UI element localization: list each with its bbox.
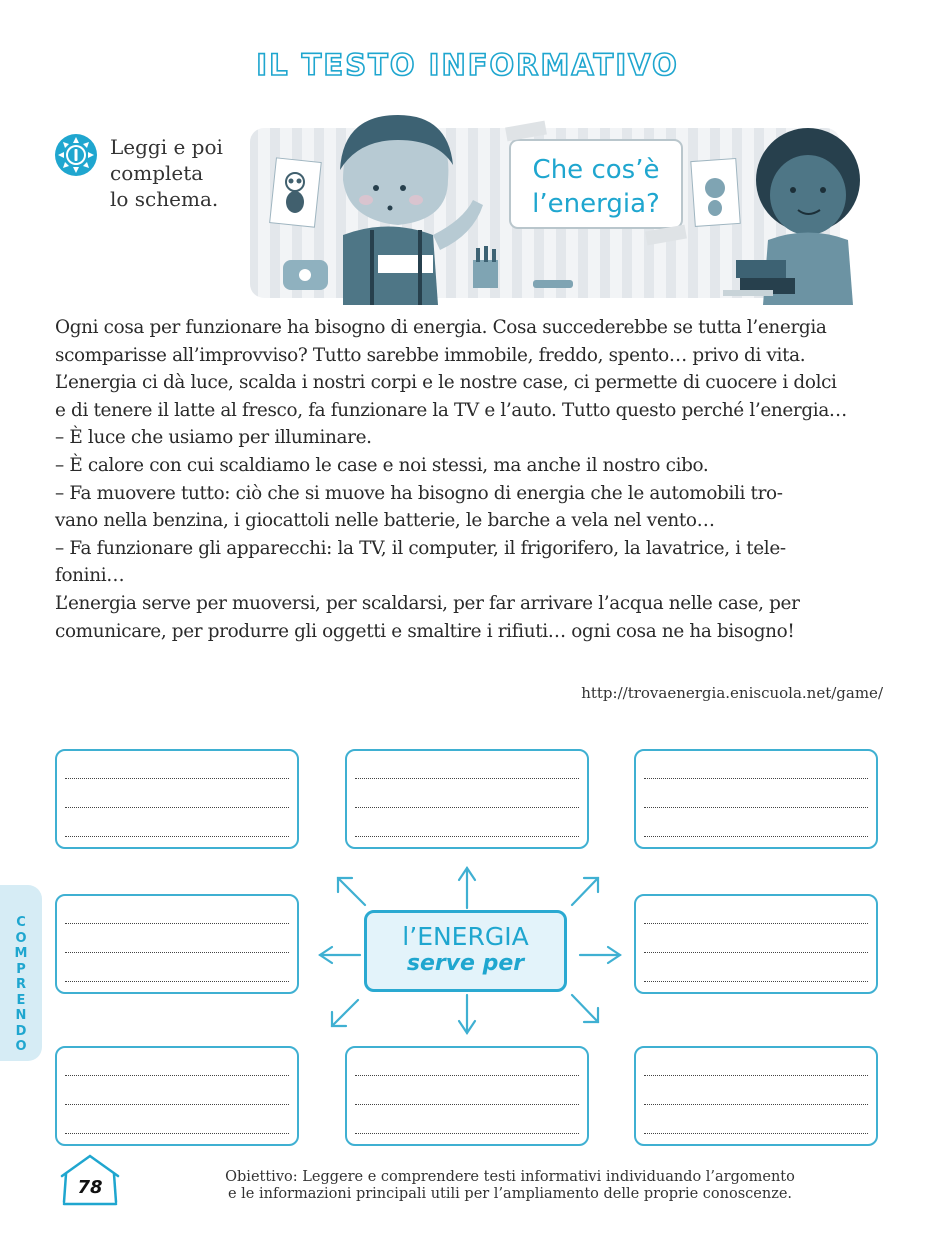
text-line: – È luce che usiamo per illuminare. [55,427,372,449]
text-line: – Fa muovere tutto: ciò che si muove ha bisogno di energia che le automobili tro- [55,482,783,504]
speech-bubble-line-2: l’energia? [532,189,660,219]
arrow-left-icon [320,947,360,963]
speech-bubble [505,121,687,246]
writing-line[interactable] [65,981,289,982]
writing-line[interactable] [644,923,868,924]
answer-box-middle-right[interactable] [634,894,878,994]
schema-center-box [364,910,567,992]
writing-line[interactable] [644,981,868,982]
panda-poster [270,158,322,227]
text-line: L’energia serve per muoversi, per scaldarsi, per far arrivare l’acqua nelle case, per [55,592,800,614]
writing-line[interactable] [644,778,868,779]
speech-bubble-line-1: Che cos’è [532,155,660,185]
text-line: scomparisse all’improvviso? Tutto sarebbe immobile, freddo, spento… privo di vita. [55,344,806,366]
writing-line[interactable] [65,807,289,808]
writing-line[interactable] [644,807,868,808]
arrow-right-icon [580,947,620,963]
arrow-down-left-icon [332,1000,358,1026]
writing-line[interactable] [65,923,289,924]
writing-line[interactable] [644,1133,868,1134]
page-title: IL TESTO INFORMATIVO [256,48,679,82]
writing-line[interactable] [65,1075,289,1076]
writing-line[interactable] [355,778,579,779]
center-title: l’ENERGIA [402,922,529,951]
answer-box-middle-left[interactable] [55,894,299,994]
instruction-line: lo schema. [110,187,219,211]
writing-line[interactable] [65,1104,289,1105]
pencil-case [283,260,328,290]
answer-box-top-right[interactable] [634,749,878,849]
objective-line: e le informazioni principali utili per l’ampliamento delle proprie conoscenze. [227,1186,793,1202]
writing-line[interactable] [65,836,289,837]
source-url: http://trovaenergia.eniscuola.net/game/ [581,684,883,702]
writing-line[interactable] [355,807,579,808]
text-line: – È calore con cui scaldiamo le case e noi stessi, ma anche il nostro cibo. [55,454,709,476]
center-subtitle: serve per [406,951,525,976]
text-line: vano nella benzina, i giocattoli nelle batterie, le barche a vela nel vento… [55,510,715,532]
side-tab-label: COMPRENDO [14,915,28,1054]
objective-line: Obiettivo: Leggere e comprendere testi informativi individuando l’argomento [225,1169,795,1185]
writing-line[interactable] [644,952,868,953]
arrow-up-left-icon [338,878,365,905]
text-line: Ogni cosa per funzionare ha bisogno di energia. Cosa succederebbe se tutta l’energia [55,317,827,338]
writing-line[interactable] [355,1133,579,1134]
answer-box-top-left[interactable] [55,749,299,849]
answer-box-top-center[interactable] [345,749,589,849]
writing-line[interactable] [355,1104,579,1105]
writing-line[interactable] [65,778,289,779]
arrow-up-icon [459,868,475,908]
instruction-line: Leggi e poi [110,135,223,159]
text-line: L’energia ci dà luce, scalda i nostri corpi e le nostre case, ci permette di cuocere i dolci [55,372,837,394]
sun-badge-icon [54,133,98,177]
page-number: 78 [77,1177,103,1198]
writing-line[interactable] [355,836,579,837]
answer-box-bottom-left[interactable] [55,1046,299,1146]
text-line: – Fa funzionare gli apparecchi: la TV, il computer, il frigorifero, la lavatrice, i tele- [55,537,786,559]
informative-text [55,314,885,645]
text-line: fonini… [55,565,125,587]
writing-line[interactable] [355,1075,579,1076]
writing-line[interactable] [65,952,289,953]
learning-objective [170,1169,850,1203]
writing-line[interactable] [644,1104,868,1105]
section-side-tab [0,885,42,1061]
writing-line[interactable] [644,1075,868,1076]
arrow-down-right-icon [572,995,598,1022]
fox-poster [691,158,740,226]
arrow-down-icon [459,995,475,1033]
answer-box-bottom-center[interactable] [345,1046,589,1146]
answer-box-bottom-right[interactable] [634,1046,878,1146]
writing-line[interactable] [65,1133,289,1134]
exercise-instruction [110,134,223,212]
kids-illustration [248,110,888,305]
text-line: comunicare, per produrre gli oggetti e smaltire i rifiuti… ogni cosa ne ha bisogno! [55,620,795,642]
instruction-line: completa [110,161,204,185]
arrow-up-right-icon [572,878,598,905]
text-line: e di tenere il latte al fresco, fa funzionare la TV e l’auto. Tutto questo perché l’energia… [55,399,847,421]
writing-line[interactable] [644,836,868,837]
